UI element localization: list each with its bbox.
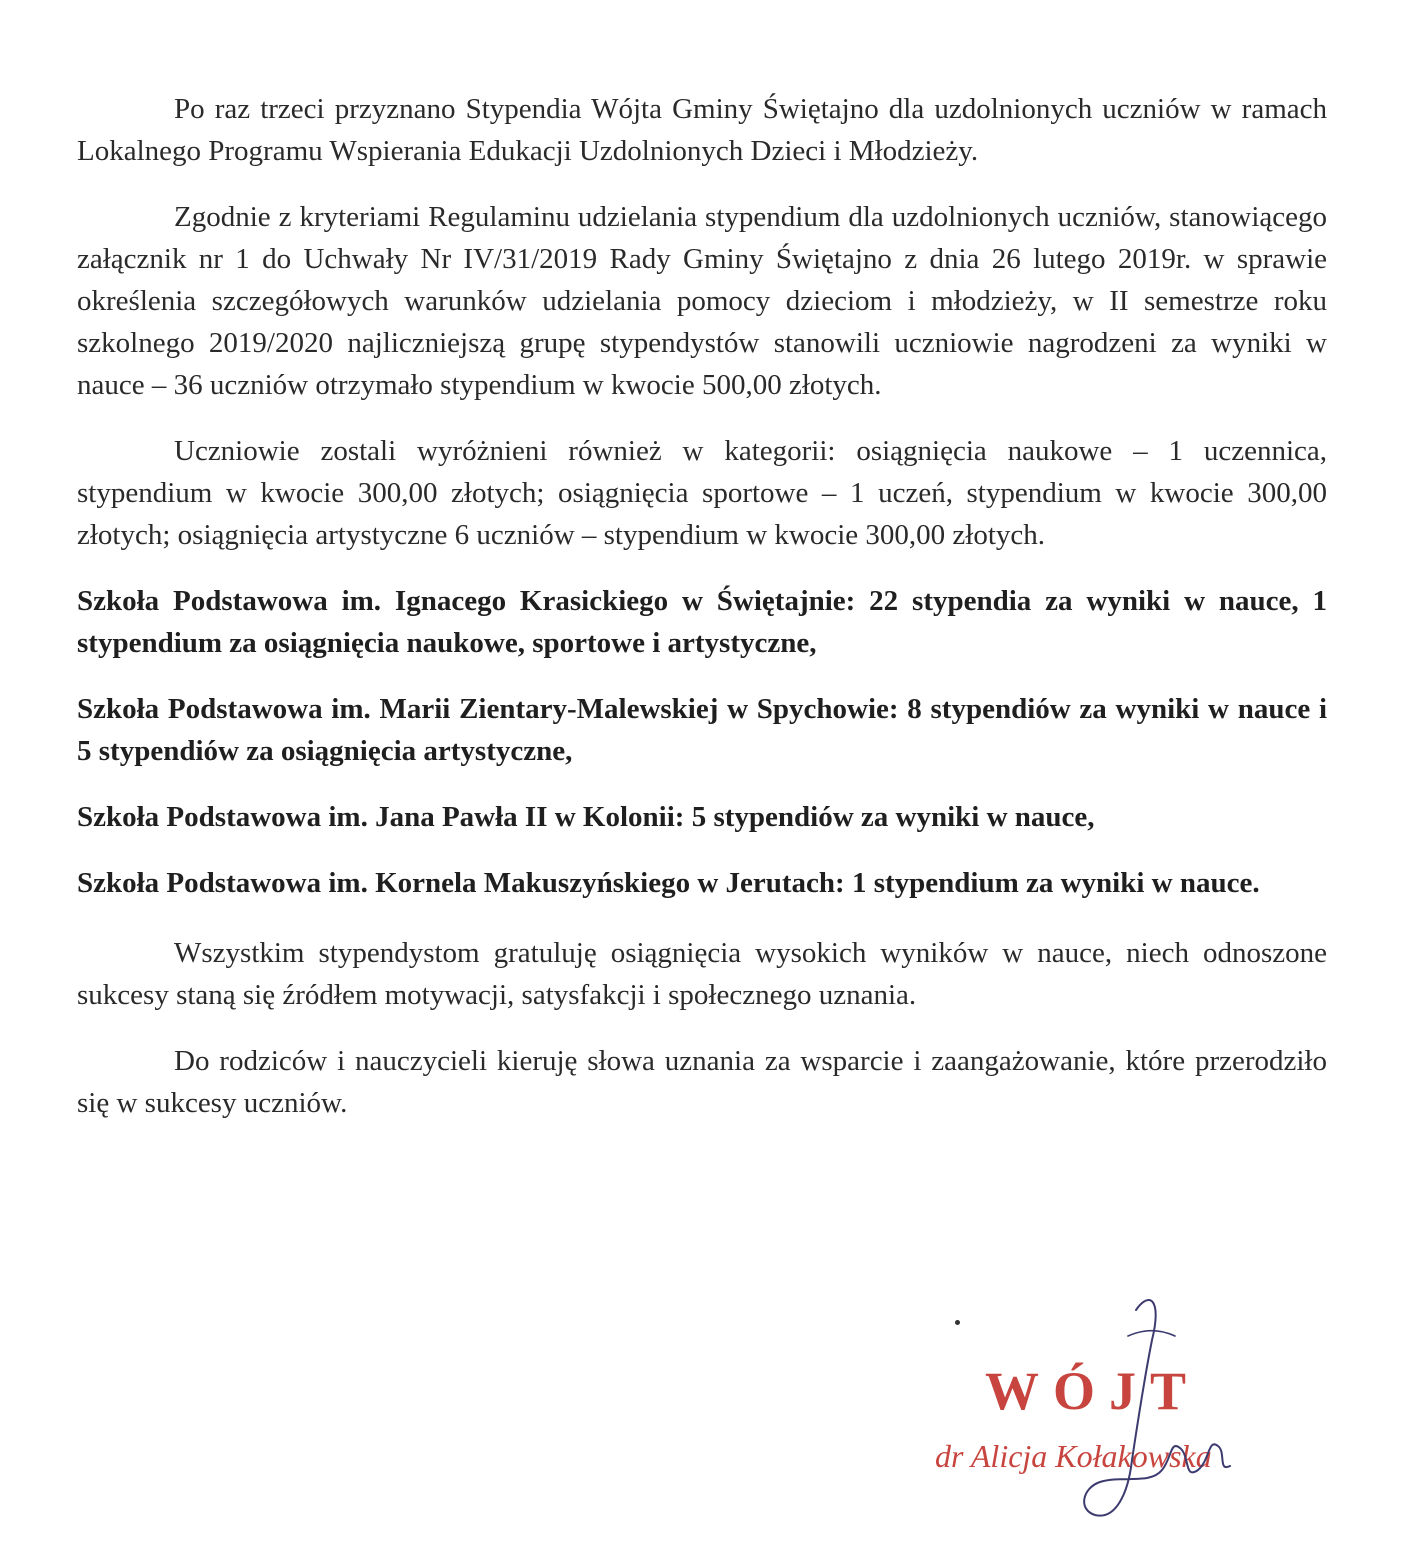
criteria-paragraph: Zgodnie z kryteriami Regulaminu udzielania stypendium dla uzdolnionych uczniów, stanowiącego załącznik nr 1 do Uchwały Nr IV/31/2019 Rady Gminy Świętajno z dnia 26 lutego 2019r. w sprawie określenia szczegółowych warunków udzielania pomocy dzieciom i młodzieży, w II semestrze roku szkolnego 2019/2020 najliczniejszą grupę stypendystów stanowili uczniowie nagrodzeni za wyniki w nauce – 36 uczniów otrzymało stypendium w kwocie 500,00 złotych. <box>77 201 1327 401</box>
categories-paragraph: Uczniowie zostali wyróżnieni również w kategorii: osiągnięcia naukowe – 1 uczennica, stypendium w kwocie 300,00 złotych; osiągnięcia sportowe – 1 uczeń, stypendium w kwocie 300,00 złotych; osiągnięcia artystyczne 6 uczniów – stypendium w kwocie 300,00 złotych. <box>77 435 1327 551</box>
thanks-paragraph: Do rodziców i nauczycieli kieruję słowa uznania za wsparcie i zaangażowanie, które przerodziło się w sukcesy uczniów. <box>77 1045 1327 1119</box>
stamp-title: WÓJT <box>985 1361 1201 1421</box>
intro-paragraph: Po raz trzeci przyznano Stypendia Wójta Gminy Świętajno dla uzdolnionych uczniów w ramach Lokalnego Programu Wspierania Edukacji Uzdolnionych Dzieci i Młodzieży. <box>77 93 1327 167</box>
signature-block <box>900 1270 1320 1540</box>
stamp-name: dr Alicja Kołakowska <box>935 1438 1212 1474</box>
document-body <box>77 88 1327 1148</box>
school-makuszynski: Szkoła Podstawowa im. Kornela Makuszyńskiego w Jerutach: 1 stypendium za wyniki w nauce. <box>77 867 1260 899</box>
school-zientary-malewska: Szkoła Podstawowa im. Marii Zientary-Malewskiej w Spychowie: 8 stypendiów za wyniki w nauce i 5 stypendiów za osiągnięcia artystyczne, <box>77 693 1327 767</box>
ink-dot <box>955 1320 960 1325</box>
school-jan-pawel: Szkoła Podstawowa im. Jana Pawła II w Kolonii: 5 stypendiów za wyniki w nauce, <box>77 801 1095 833</box>
congratulations-paragraph: Wszystkim stypendystom gratuluję osiągnięcia wysokich wyników w nauce, niech odnoszone sukcesy staną się źródłem motywacji, satysfakcji i społecznego uznania. <box>77 937 1327 1011</box>
school-krasicki: Szkoła Podstawowa im. Ignacego Krasickiego w Świętajnie: 22 stypendia za wyniki w nauce, 1 stypendium za osiągnięcia naukowe, sportowe i artystyczne, <box>77 585 1327 659</box>
